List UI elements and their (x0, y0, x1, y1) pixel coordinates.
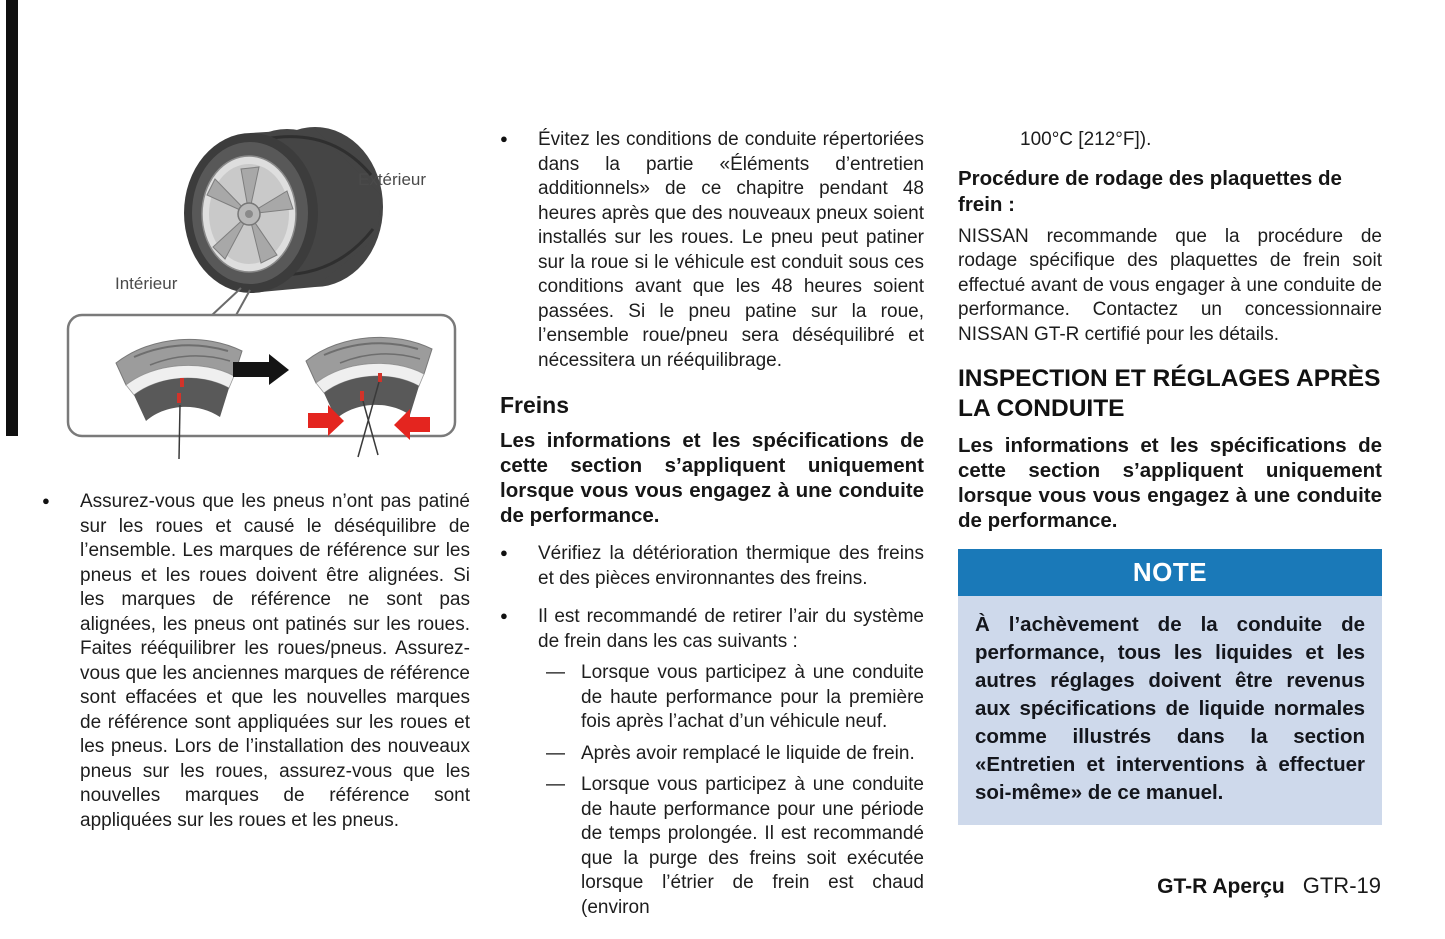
note-body (958, 596, 1382, 825)
section-edge-tab (6, 0, 18, 436)
heading-rodage: Procédure de rodage des plaquettes de frein : (958, 166, 1342, 216)
dash-item (546, 742, 924, 767)
reference-mark (378, 373, 382, 382)
reference-mark (177, 393, 181, 403)
continuation-line: 100°C [212°F]). (1020, 129, 1152, 150)
heading-freins: Freins (500, 392, 570, 418)
bullet-icon: ● (42, 493, 50, 508)
dash-text: Lorsque vous participez à une conduite de haute performance pour la première fois après l’achat d’un véhicule neuf. (581, 662, 924, 732)
dash-item (546, 773, 924, 920)
heading-inspection: INSPECTION ET RÉGLAGES APRÈS LA CONDUITE (958, 365, 1381, 422)
note-title: NOTE (1132, 557, 1208, 587)
bullet-text: Assurez-vous que les pneus n’ont pas patiné sur les roues et causé le déséquilibre de l’ensemble. Les marques de référence sur les pneus et les roues doivent être alignées. Si les marques de référence ne sont pas alignées, les pneus ont patinés sur les roues. Faites rééquilibrer les roues/pneus. Assurez-vous que les anciennes marques de référence sont effacées et que les nouvelles marques de référence sont appliquées sur les roues et les pneus. Lors de l’installation des nouveaux pneus sur les roues, assurez-vous que les nouvelles marques de référence sont appliquées sur les roues et les pneus. (80, 491, 470, 831)
bullet-text: Évitez les conditions de conduite répertoriées dans la partie «Éléments d’entretien additionnels» de ce chapitre pendant 48 heures après que des nouveaux pneux soient installés sur les roues. Le pneu peut patiner sur la roue si le véhicule est conduit sous ces conditions avant que les 48 heures soient passées. Si le pneu patine sur la roue, l’ensemble roue/pneu sera déséquilibré et nécessitera un rééquilibrage. (538, 129, 924, 371)
tire-illustration (65, 125, 465, 473)
tire-3q-view (184, 127, 383, 293)
tire-figure (65, 125, 465, 473)
dash-icon: — (546, 662, 565, 683)
note-header (958, 549, 1382, 596)
dash-text: Après avoir remplacé le liquide de frein. (581, 742, 915, 764)
footer-section-label: GT-R Aperçu (1157, 875, 1285, 898)
bullet-text: Il est recommandé de retirer l’air du système de frein dans les cas suivants : (538, 606, 924, 652)
column-right (958, 128, 1382, 825)
paragraph-rodage: NISSAN recommande que la procédure de rodage spécifique des plaquettes de frein soit effectué avant de vous engager à une conduite de performance. Contactez un concessionnaire NISSAN GT-R certifié pour les détails. (958, 225, 1382, 345)
dash-list (546, 661, 924, 920)
dash-item (546, 661, 924, 735)
exterior-label: Extérieur (358, 170, 427, 189)
bullet-item-verifiez (500, 542, 924, 591)
bullet-icon: ● (500, 545, 508, 560)
note-text: À l’achèvement de la conduite de performance, tous les liquides et les autres réglages doivent être revenus aux spécifications de liquide normales comme illustrés dans la section «Entretien et interventions à effectuer soi-même» de ce manuel. (975, 613, 1365, 804)
bullet-item (42, 490, 470, 833)
reference-mark (360, 391, 364, 401)
bullet-item-evitez (500, 128, 924, 373)
interior-label: Intérieur (115, 274, 178, 293)
footer-page-number: GTR-19 (1302, 873, 1381, 898)
column-left (42, 490, 470, 833)
bullet-icon: ● (500, 131, 508, 146)
bullet-item-air (500, 605, 924, 654)
reference-mark (180, 378, 184, 387)
column-middle (500, 128, 924, 920)
bullet-icon: ● (500, 608, 508, 623)
intro-paragraph: Les informations et les spécifications de cette section s’appliquent uniquement lorsque vous vous engagez à une conduite de performance. (958, 434, 1382, 532)
dash-icon: — (546, 742, 565, 764)
intro-paragraph: Les informations et les spécifications de cette section s’appliquent uniquement lorsque vous vous engagez à une conduite de performance. (500, 429, 924, 527)
dash-icon: — (546, 774, 565, 795)
note-box (958, 549, 1382, 825)
dash-text: Lorsque vous participez à une conduite de haute performance pour une période de temps prolongée. Il est recommandé que la purge des freins soit exécutée lorsque l’étrier de frein est chaud (environ (581, 774, 924, 918)
bullet-text: Vérifiez la détérioration thermique des freins et des pièces environnantes des freins. (538, 543, 924, 589)
page-footer (1157, 873, 1381, 899)
